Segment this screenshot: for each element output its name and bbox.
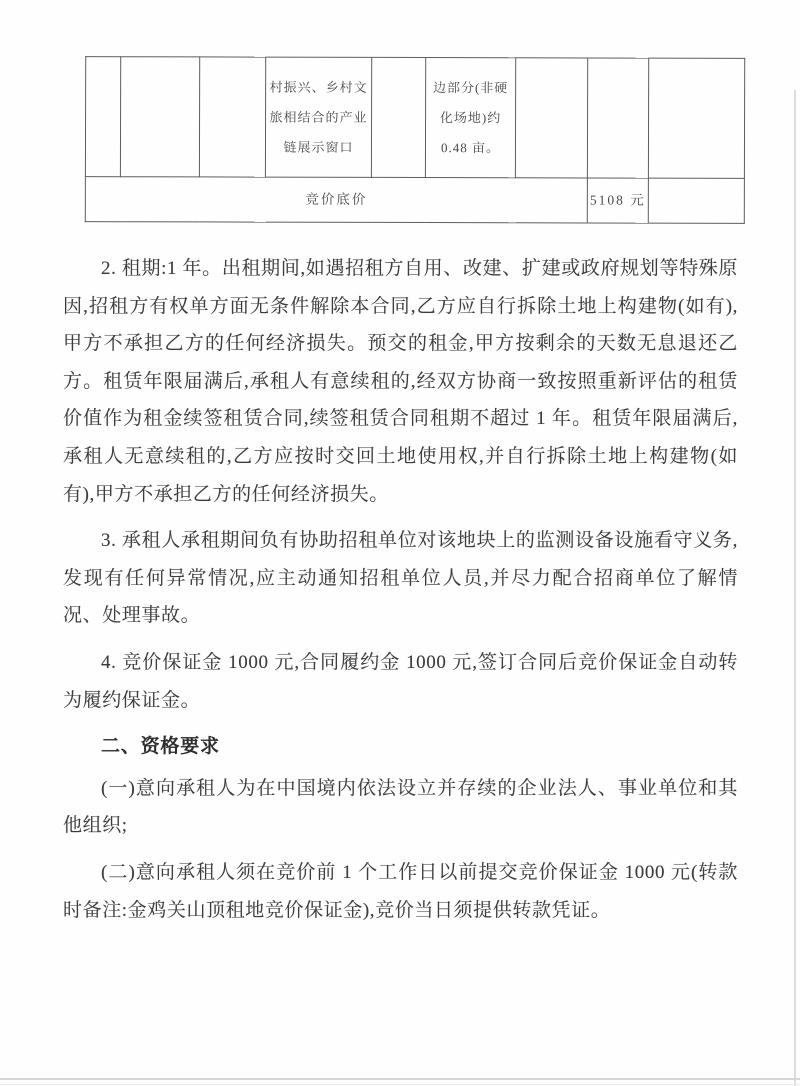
paragraph-qualification-2: (二)意向承租人须在竞价前 1 个工作日以前提交竞价保证金 1000 元(转款时备注:金鸡关山顶租地竞价保证金),竞价当日须提供转款凭证。 — [63, 861, 738, 921]
scan-page-edge-right — [794, 90, 796, 1086]
scan-page-edge-bottom-shadow — [0, 1084, 800, 1085]
table-row — [85, 177, 744, 224]
table-cell-empty — [199, 57, 265, 177]
table-cell-empty — [85, 57, 120, 177]
table-cell-empty — [120, 57, 199, 177]
paragraph-lease-term: 2. 租期:1 年。出租期间,如遇招租方自用、改建、扩建或政府规划等特殊原因,招租方有权单方面无条件解除本合同,乙方应自行拆除土地上构建物(如有),甲方不承担乙方的任何经济损失。预交的租金,甲方按剩余的天数无息退还乙方。租赁年限届满后,承租人有意续租的,经双方协商一致按照重新评估的租赁价值作为租金续签租赁合同,续签租赁合同租期不超过 1 年。租赁年限届满后,承租人无意续租的,乙方应按时交回土地使用权,并自行拆除土地上构建物(如有),甲方不承担乙方的任何经济损失。 — [63, 258, 738, 505]
table-cell-base-price-value: 5108 元 — [587, 178, 648, 223]
paragraph-guard-duty: 3. 承租人承租期间负有协助招租单位对该地块上的监测设备设施看守义务,发现有任何异常情况,应主动通知招租单位人员,并尽力配合招商单位了解情况、处理事故。 — [63, 530, 738, 627]
table-cell-empty — [648, 58, 744, 178]
table-cell-industry-chain: 村振兴、乡村文 旅相结合的产业 链展示窗口 — [265, 57, 371, 177]
table-cell-empty — [648, 178, 744, 223]
document-body — [63, 250, 738, 938]
price-table — [85, 56, 745, 224]
paragraph-qualification-1: (一)意向承租人为在中国境内依法设立并存续的企业法人、事业单位和其他组织; — [63, 777, 738, 837]
table-cell-land-area: 边部分(非硬 化场地)约 0.48 亩。 — [425, 58, 515, 178]
table-cell-empty — [515, 58, 587, 178]
paragraph-deposit: 4. 竞价保证金 1000 元,合同履约金 1000 元,签订合同后竞价保证金自动转为履约保证金。 — [63, 651, 738, 711]
table-cell-base-price-label: 竞价底价 — [85, 177, 587, 223]
table-cell-empty — [371, 57, 425, 177]
section-heading-qualification: 二、资格要求 — [101, 736, 220, 758]
scan-page-edge-bottom — [0, 1078, 800, 1080]
table-row — [85, 57, 744, 179]
table-cell-empty — [587, 58, 648, 178]
